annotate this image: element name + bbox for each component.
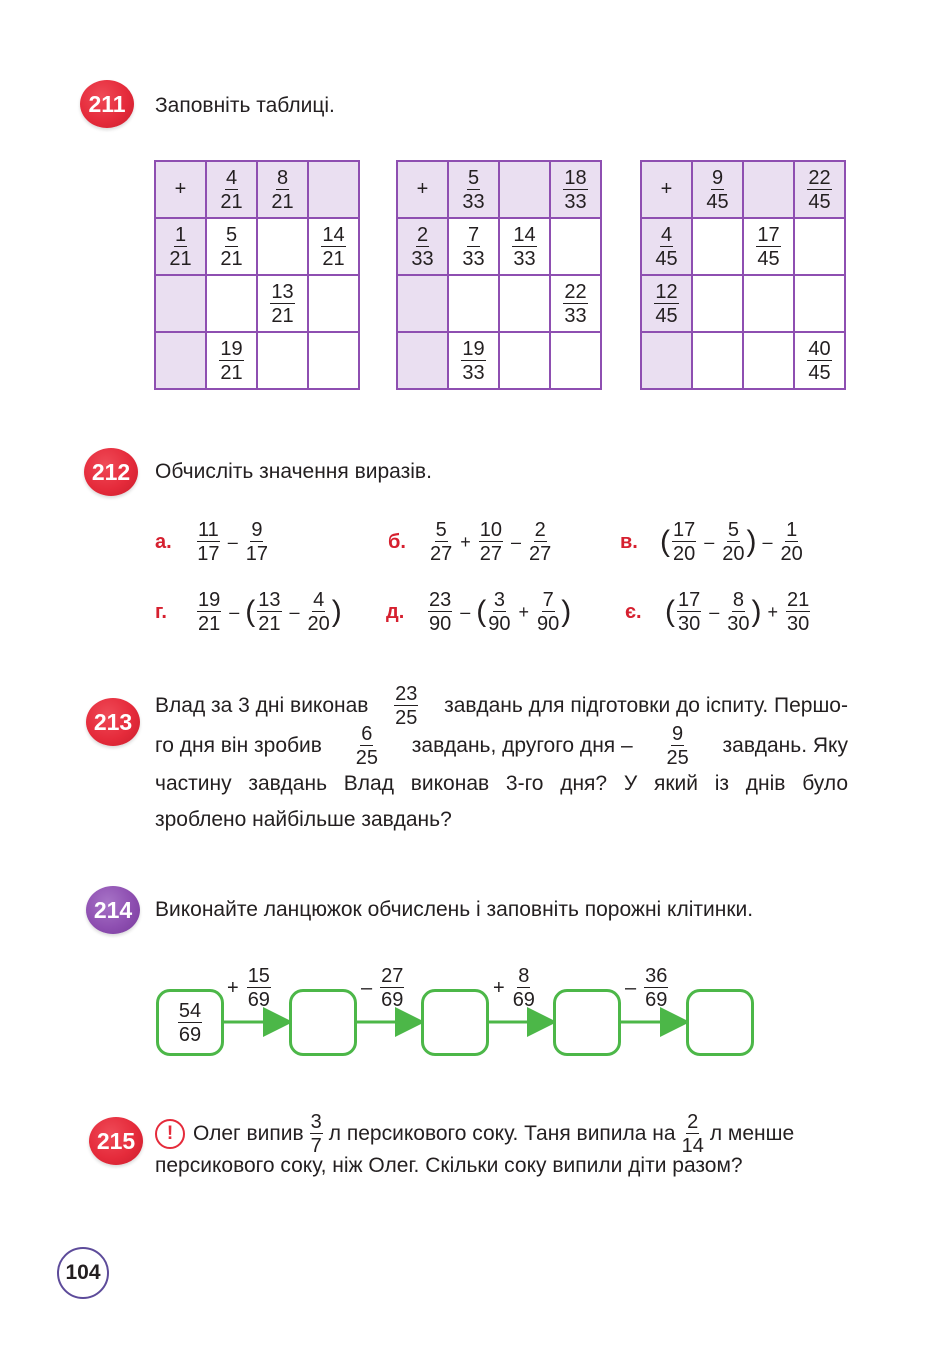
task-number-badge bbox=[89, 1117, 143, 1165]
text-line: завдань. Яку bbox=[722, 734, 848, 757]
fraction: $\frac{6}{25}$ bbox=[355, 723, 378, 769]
parenthesis: ( bbox=[660, 525, 670, 558]
chain-empty-box[interactable] bbox=[289, 989, 357, 1056]
fraction: $\frac{27}{69}$ bbox=[381, 965, 404, 1011]
task-paragraph bbox=[155, 1112, 855, 1178]
fraction: $\frac{21}{30}$ bbox=[787, 589, 810, 635]
expression-label: б. bbox=[388, 530, 406, 553]
fraction: $\frac{19}{33}$ bbox=[462, 337, 485, 384]
fraction: $\frac{13}{21}$ bbox=[271, 280, 294, 327]
text-line: Влад за 3 дні виконав bbox=[155, 694, 369, 717]
fraction: $\frac{2}{27}$ bbox=[529, 519, 552, 565]
fraction: $\frac{4}{20}$ bbox=[307, 589, 330, 635]
fraction: $\frac{1}{20}$ bbox=[780, 519, 803, 565]
fraction: $\frac{23}{90}$ bbox=[429, 589, 452, 635]
operator: – bbox=[704, 531, 715, 552]
text-line: л менше bbox=[709, 1122, 795, 1145]
fraction: $\frac{19}{21}$ bbox=[198, 589, 221, 635]
task-text: Виконайте ланцюжок обчислень і заповніть порожні клітинки. bbox=[155, 898, 754, 921]
parenthesis: ) bbox=[561, 595, 572, 628]
fraction: $\frac{3}{7}$ bbox=[310, 1111, 322, 1157]
expression-label: є. bbox=[625, 600, 642, 623]
fraction: $\frac{8}{69}$ bbox=[512, 965, 535, 1011]
parenthesis: ( bbox=[245, 595, 256, 628]
table-header-cell: + bbox=[155, 161, 206, 218]
fraction: $\frac{18}{33}$ bbox=[564, 166, 587, 213]
chain-start-box bbox=[156, 989, 224, 1056]
text-line: зроблено найбільше завдань? bbox=[155, 808, 452, 831]
chain-step: – $\frac{36}{69}$ bbox=[625, 965, 668, 1011]
chain-empty-box[interactable] bbox=[421, 989, 489, 1056]
page-number: 104 bbox=[57, 1247, 109, 1299]
expression-label: д. bbox=[386, 600, 405, 623]
fraction: $\frac{14}{33}$ bbox=[513, 223, 536, 270]
text-line: л персикового соку. Таня випила на bbox=[328, 1122, 676, 1145]
task-number: 214 bbox=[93, 896, 133, 923]
operator: – bbox=[289, 601, 300, 622]
task-number: 211 bbox=[88, 90, 126, 117]
operator: + bbox=[460, 531, 471, 552]
text-line: Олег випив bbox=[193, 1122, 304, 1145]
fraction: $\frac{2}{14}$ bbox=[681, 1111, 704, 1157]
fraction: $\frac{5}{20}$ bbox=[722, 519, 745, 565]
fraction: $\frac{13}{21}$ bbox=[258, 589, 281, 635]
expression-label: а. bbox=[155, 530, 172, 553]
fraction: $\frac{7}{90}$ bbox=[537, 589, 560, 635]
text-line: завдань, другого дня – bbox=[411, 734, 633, 757]
fraction: $\frac{17}{30}$ bbox=[678, 589, 701, 635]
fraction: $\frac{54}{69}$ bbox=[178, 999, 202, 1046]
chain-empty-box[interactable] bbox=[686, 989, 754, 1056]
fraction: $\frac{2}{33}$ bbox=[411, 223, 434, 270]
table-header-cell: + bbox=[397, 161, 448, 218]
fraction: $\frac{14}{21}$ bbox=[322, 223, 345, 270]
operator: + bbox=[767, 601, 779, 622]
task-number: 213 bbox=[93, 708, 133, 735]
parenthesis: ( bbox=[665, 595, 675, 628]
parenthesis: ( bbox=[476, 595, 487, 628]
fraction: $\frac{9}{25}$ bbox=[666, 723, 689, 769]
operator: – bbox=[511, 531, 522, 552]
fraction: $\frac{23}{25}$ bbox=[395, 683, 418, 729]
fraction: $\frac{11}{17}$ bbox=[197, 519, 220, 565]
fraction: $\frac{12}{45}$ bbox=[655, 280, 678, 327]
fraction: $\frac{15}{69}$ bbox=[247, 965, 270, 1011]
chain-step: – $\frac{27}{69}$ bbox=[361, 965, 404, 1011]
chain-step: + $\frac{8}{69}$ bbox=[493, 965, 535, 1011]
fraction: $\frac{5}{27}$ bbox=[430, 519, 453, 565]
fraction: $\frac{4}{21}$ bbox=[220, 166, 243, 213]
operator: – bbox=[227, 531, 238, 552]
expression-label: в. bbox=[620, 530, 638, 553]
exclamation-circle-icon: ! bbox=[155, 1119, 185, 1149]
fraction: $\frac{7}{33}$ bbox=[462, 223, 485, 270]
fraction: $\frac{5}{33}$ bbox=[462, 166, 485, 213]
fraction: $\frac{19}{21}$ bbox=[220, 337, 243, 384]
fraction: $\frac{17}{45}$ bbox=[757, 223, 780, 270]
chain-step: + $\frac{15}{69}$ bbox=[227, 965, 270, 1011]
expression-label: г. bbox=[155, 600, 167, 623]
task-text: Заповніть таблиці. bbox=[155, 94, 335, 117]
task-number: 215 bbox=[96, 1127, 136, 1154]
fraction: $\frac{36}{69}$ bbox=[645, 965, 668, 1011]
task-text: Обчисліть значення виразів. bbox=[155, 460, 432, 483]
operator: – bbox=[762, 531, 773, 552]
text-line: го дня він зробив bbox=[155, 734, 322, 757]
fraction: $\frac{4}{45}$ bbox=[655, 223, 678, 270]
parenthesis: ) bbox=[746, 525, 757, 558]
parenthesis: ) bbox=[331, 595, 342, 628]
task-number: 212 bbox=[91, 458, 131, 485]
fraction: $\frac{1}{21}$ bbox=[169, 223, 192, 270]
operator: + bbox=[518, 601, 530, 622]
fraction: $\frac{8}{21}$ bbox=[271, 166, 294, 213]
fraction: $\frac{5}{21}$ bbox=[220, 223, 243, 270]
chain-empty-box[interactable] bbox=[553, 989, 621, 1056]
fraction: $\frac{3}{90}$ bbox=[488, 589, 511, 635]
fraction: $\frac{9}{17}$ bbox=[245, 519, 269, 565]
fraction: $\frac{9}{45}$ bbox=[706, 166, 729, 213]
fraction: $\frac{10}{27}$ bbox=[479, 519, 503, 565]
parenthesis: ) bbox=[751, 595, 762, 628]
text-line: персикового соку, ніж Олег. Скільки соку випили діти разом? bbox=[155, 1154, 743, 1177]
fraction: $\frac{22}{33}$ bbox=[564, 280, 587, 327]
fraction: $\frac{22}{45}$ bbox=[808, 166, 831, 213]
table-header-cell: + bbox=[641, 161, 692, 218]
text-line: завдань для підготовки до іспиту. Першо- bbox=[444, 694, 848, 717]
fraction: $\frac{8}{30}$ bbox=[727, 589, 750, 635]
fraction: $\frac{40}{45}$ bbox=[808, 337, 831, 384]
operator: – bbox=[709, 601, 720, 622]
fraction: $\frac{17}{20}$ bbox=[673, 519, 696, 565]
operator: – bbox=[460, 601, 471, 622]
text-line: частину завдань Влад виконав 3-го дня? У який із днів було bbox=[155, 772, 848, 795]
operator: – bbox=[229, 601, 240, 622]
